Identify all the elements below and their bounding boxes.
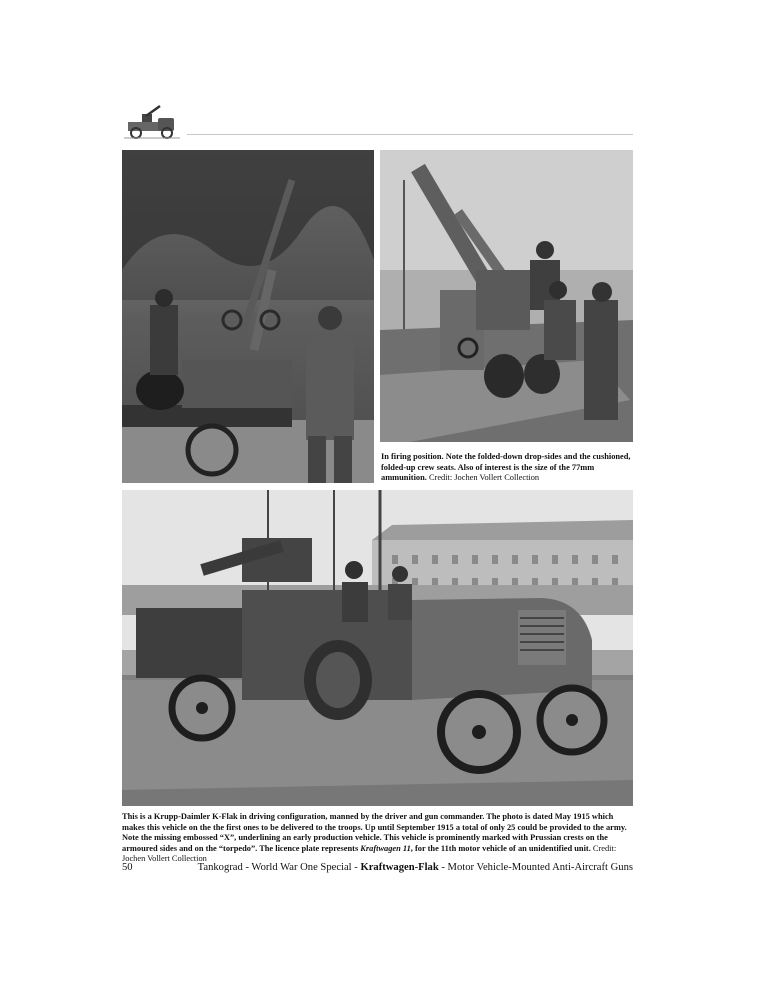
running-title [198,862,633,873]
photo-driving-configuration [122,490,633,806]
photo-gun-crew-woods [122,150,374,483]
running-title-subtitle: - Motor Vehicle-Mounted Anti-Aircraft Guns [438,862,633,873]
header-rule [187,134,633,135]
running-title-series: Tankograd - World War One Special - [197,862,361,873]
caption-driving-configuration [122,812,633,865]
vehicle-thumbnail-icon [122,104,184,140]
caption-firing-text: In firing position. Note the folded-down drop-sides and the cushioned, folded-up crew seats. Also of interest is the size of the 77mm ammunition. [381,452,631,483]
photo-credit: Credit: Jochen Vollert Collection [122,843,617,864]
page-number: 50 [122,862,133,873]
photo-firing-position [380,150,633,442]
caption-firing-position [381,452,633,484]
caption-driving-italic: Kraftwagen 11 [360,843,411,853]
running-title-bold: Kraftwagen-Flak [360,862,439,873]
caption-driving-text-2: , for the 11th motor vehicle of an unidentified unit. [410,843,591,853]
photo-credit: Credit: Jochen Vollert Collection [428,473,540,483]
caption-driving-text-1: This is a Krupp-Daimler K-Flak in driving configuration, manned by the driver and gun commander. The photo is dated May 1915 which makes this vehicle on the the first ones to be delivered to the troops. Up until September 1915 a total of only 25 could be provided to the army. Note the missing embossed “X”, underlining an early production vehicle. This vehicle is prominently marked with Prussian crests on the armoured sides and on the “torpedo”. The licence plate represents [122,812,627,853]
